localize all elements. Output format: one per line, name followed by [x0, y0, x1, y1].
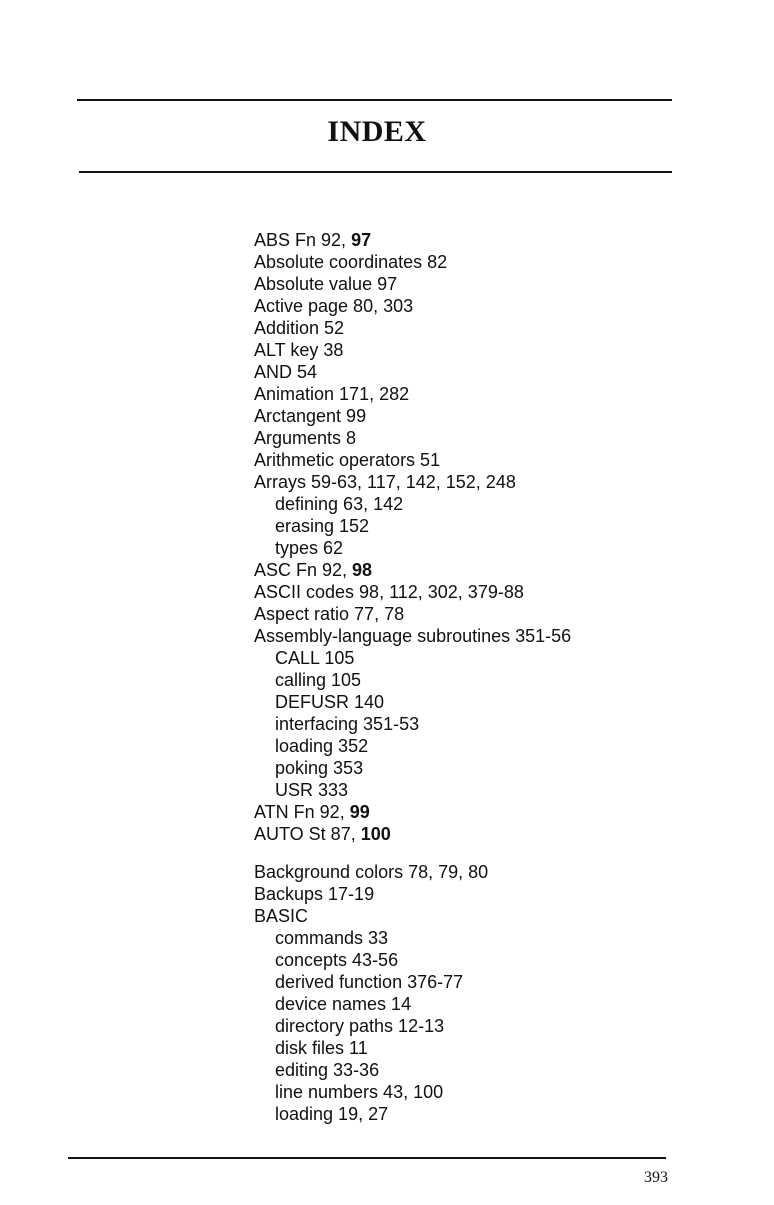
index-entry-text: Absolute value 97 [254, 274, 398, 294]
index-entry-text: types 62 [275, 538, 344, 558]
index-entry-text: BASIC [254, 906, 309, 926]
index-entry-primary-page: 98 [352, 560, 373, 580]
index-entry-text: Arctangent 99 [254, 406, 367, 426]
index-subentry [254, 779, 571, 801]
index-entry [254, 295, 571, 317]
index-entry [254, 405, 571, 427]
index-entry-text: Background colors 78, 79, 80 [254, 862, 489, 882]
index-entry-text: ASCII codes 98, 112, 302, 379-88 [254, 582, 524, 602]
index-entry-text: AND 54 [254, 362, 318, 382]
index-entry-text: concepts 43-56 [275, 950, 399, 970]
page-number: 393 [644, 1169, 668, 1186]
index-entry [254, 251, 571, 273]
index-subentry [254, 949, 571, 971]
index-entry-text: Active page 80, 303 [254, 296, 414, 316]
footer-rule [68, 1157, 666, 1159]
index-subentry [254, 691, 571, 713]
index-entry-text: commands 33 [275, 928, 389, 948]
index-subentry [254, 1059, 571, 1081]
index-subentry [254, 757, 571, 779]
index-subentry [254, 493, 571, 515]
index-subentry [254, 669, 571, 691]
index-subentry [254, 927, 571, 949]
index-entry-text: erasing 152 [275, 516, 370, 536]
index-entry-primary-page: 97 [351, 230, 372, 250]
index-entry-text: ALT key 38 [254, 340, 344, 360]
index-entry [254, 471, 571, 493]
index-entry [254, 317, 571, 339]
index-entry-text: Arguments 8 [254, 428, 357, 448]
index-entry [254, 229, 571, 251]
index-entry-primary-page: 99 [349, 802, 370, 822]
index-entry-text: ATN Fn 92, [254, 802, 350, 822]
index-entry-primary-page: 100 [360, 824, 391, 844]
index-entry-text: Aspect ratio 77, 78 [254, 604, 405, 624]
index-entry [254, 905, 571, 927]
index-subentry [254, 537, 571, 559]
index-entry [254, 581, 571, 603]
index-entry [254, 861, 571, 883]
index-entry [254, 559, 571, 581]
index-entry [254, 273, 571, 295]
index-entry-text: poking 353 [275, 758, 364, 778]
index-subentry [254, 971, 571, 993]
index-entry-text: Backups 17-19 [254, 884, 375, 904]
index-entry-text: USR 333 [275, 780, 349, 800]
index-subentry [254, 515, 571, 537]
index-entry-text: calling 105 [275, 670, 362, 690]
index-entry-text: defining 63, 142 [275, 494, 404, 514]
top-rule [77, 99, 672, 101]
index-entry [254, 361, 571, 383]
index-entry-text: Assembly-language subroutines 351-56 [254, 626, 572, 646]
index-entry [254, 603, 571, 625]
index-entry-text: loading 352 [275, 736, 369, 756]
index-entry-text: AUTO St 87, [254, 824, 361, 844]
index-subentry [254, 1037, 571, 1059]
index-subentry [254, 1103, 571, 1125]
index-entry-text: DEFUSR 140 [275, 692, 385, 712]
index-entry-text: disk files 11 [275, 1038, 368, 1058]
index-entry-text: Arithmetic operators 51 [254, 450, 441, 470]
index-entry [254, 339, 571, 361]
index-entry-text: directory paths 12-13 [275, 1016, 445, 1036]
index-entry-list [254, 229, 571, 1125]
index-entry-text: CALL 105 [275, 648, 355, 668]
index-subentry [254, 1015, 571, 1037]
index-entry [254, 801, 571, 823]
index-entry-text: Addition 52 [254, 318, 345, 338]
index-entry-text: line numbers 43, 100 [275, 1082, 444, 1102]
index-entry-text: ABS Fn 92, [254, 230, 352, 250]
index-entry-text: Animation 171, 282 [254, 384, 410, 404]
title-underline-rule [79, 171, 672, 173]
index-subentry [254, 647, 571, 669]
index-subentry [254, 993, 571, 1015]
index-entry-text: ASC Fn 92, [254, 560, 353, 580]
index-subentry [254, 713, 571, 735]
index-entry-text: loading 19, 27 [275, 1104, 389, 1124]
page-title: INDEX [327, 115, 427, 148]
index-entry-text: interfacing 351-53 [275, 714, 420, 734]
index-entry-text: editing 33-36 [275, 1060, 380, 1080]
index-entry-text: derived function 376-77 [275, 972, 464, 992]
index-entry-text: Absolute coordinates 82 [254, 252, 448, 272]
index-entry-text: Arrays 59-63, 117, 142, 152, 248 [254, 472, 516, 492]
index-entry [254, 823, 571, 845]
index-subentry [254, 1081, 571, 1103]
index-entry [254, 427, 571, 449]
index-entry [254, 625, 571, 647]
index-entry [254, 883, 571, 905]
index-entry [254, 383, 571, 405]
index-entry [254, 449, 571, 471]
index-entry-text: device names 14 [275, 994, 412, 1014]
index-subentry [254, 735, 571, 757]
